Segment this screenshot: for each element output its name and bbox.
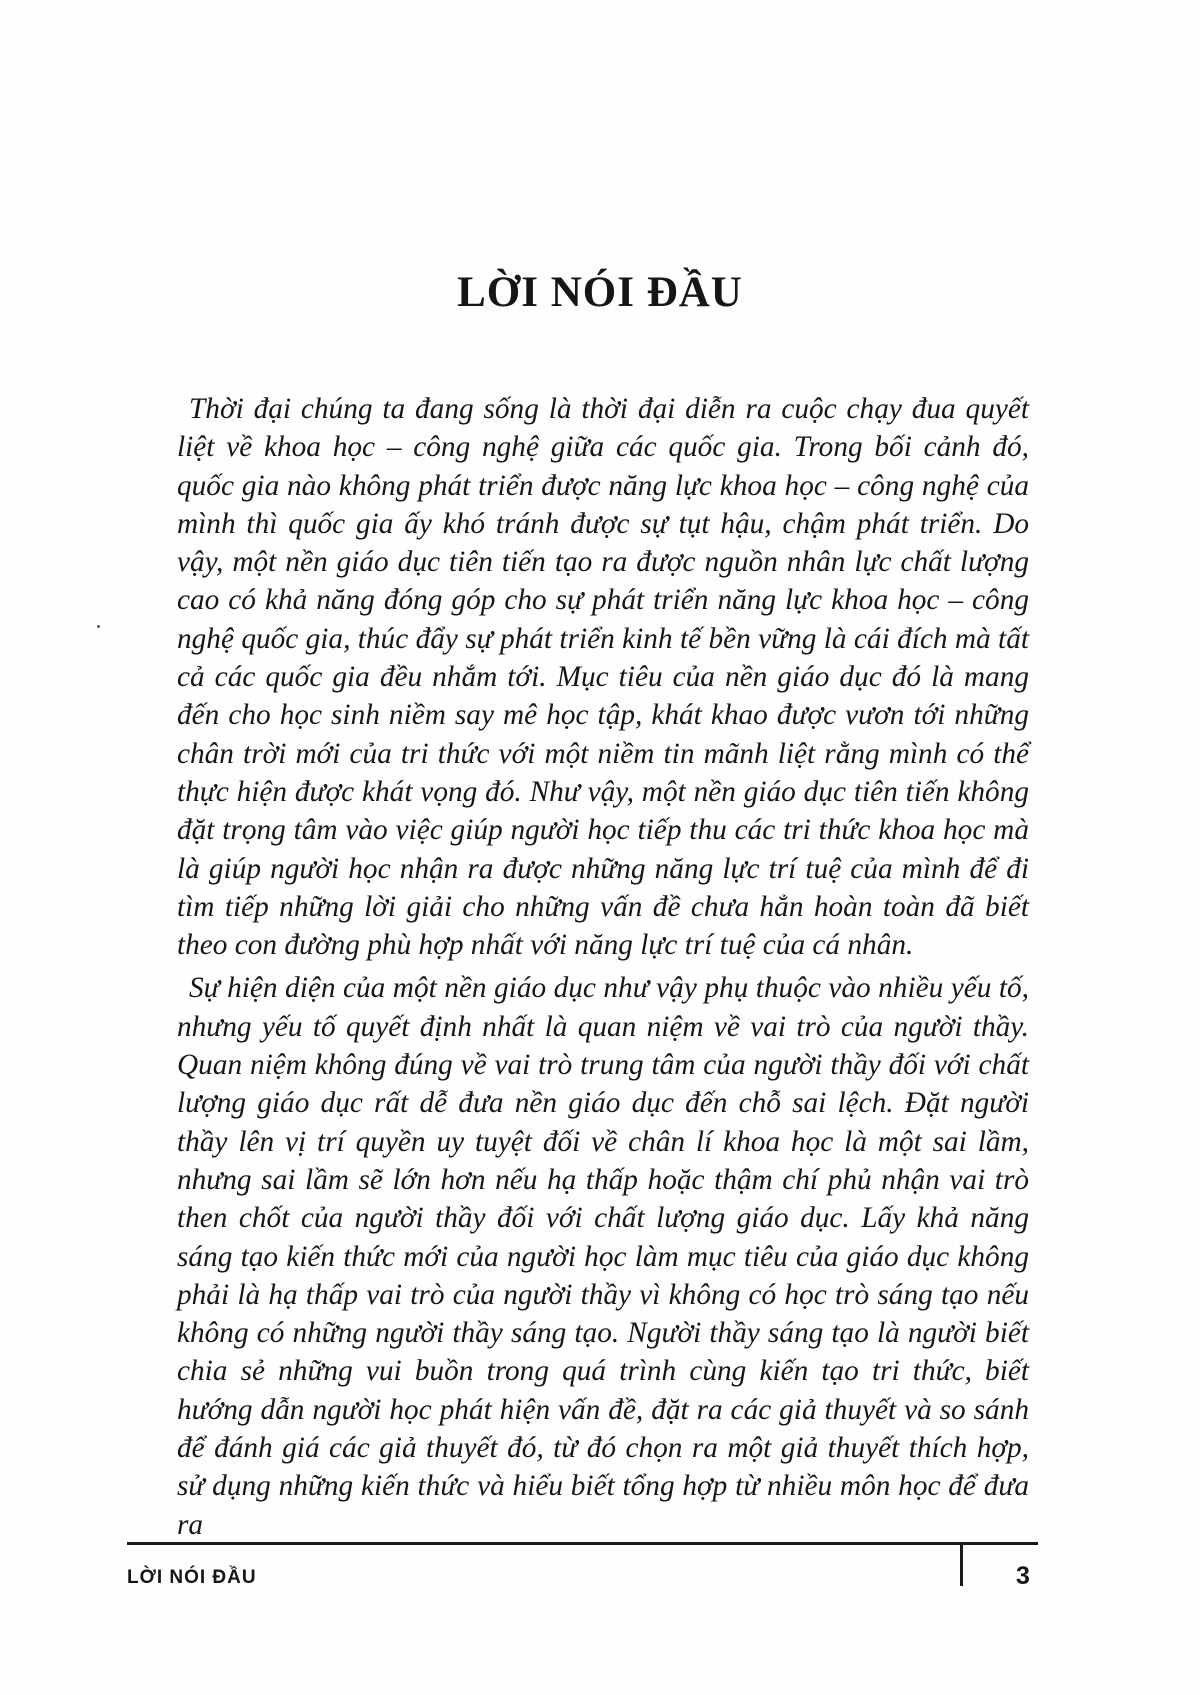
scan-speck — [97, 625, 100, 628]
paragraph-2: Sự hiện diện của một nền giáo dục như vậy phụ thuộc vào nhiều yếu tố, nhưng yếu tố quyết định nhất là quan niệm về vai trò của người thầy. Quan niệm không đúng về vai trò trung tâm của người thầy đối với chất lượng giáo dục rất dễ đưa nền giáo dục đến chỗ sai lệch. Đặt người thầy lên vị trí quyền uy tuyệt đối về chân lí khoa học là một sai lầm, nhưng sai lầm sẽ lớn hơn nếu hạ thấp hoặc thậm chí phủ nhận vai trò then chốt của người thầy đối với chất lượng giáo dục. Lấy khả năng sáng tạo kiến thức mới của người học làm mục tiêu của giáo dục không phải là hạ thấp vai trò của người thầy vì không có học trò sáng tạo nếu không có những người thầy sáng tạo. Người thầy sáng tạo là người biết chia sẻ những vui buồn trong quá trình cùng kiến tạo tri thức, biết hướng dẫn người học phát hiện vấn đề, đặt ra các giả thuyết và so sánh để đánh giá các giả thuyết đó, từ đó chọn ra một giả thuyết thích hợp, sử dụng những kiến thức và hiểu biết tổng hợp từ nhiều môn học để đưa ra — [177, 972, 1029, 1541]
paragraph-1: Thời đại chúng ta đang sống là thời đại diễn ra cuộc chạy đua quyết liệt về khoa học – công nghệ giữa các quốc gia. Trong bối cảnh đó, quốc gia nào không phát triển được năng lực khoa học – công nghệ của mình thì quốc gia ấy khó tránh được sự tụt hậu, chậm phát triển. Do vậy, một nền giáo dục tiên tiến tạo ra được nguồn nhân lực chất lượng cao có khả năng đóng góp cho sự phát triển năng lực khoa học – công nghệ quốc gia, thúc đẩy sự phát triển kinh tế bền vững là cái đích mà tất cả các quốc gia đều nhắm tới. Mục tiêu của nền giáo dục đó là mang đến cho học sinh niềm say mê học tập, khát khao được vươn tới những chân trời mới của tri thức với một niềm tin mãnh liệt rằng mình có thể thực hiện được khát vọng đó. Như vậy, một nền giáo dục tiên tiến không đặt trọng tâm vào việc giúp người học tiếp thu các tri thức khoa học mà là giúp người học nhận ra được những năng lực trí tuệ của mình để đi tìm tiếp những lời giải cho những vấn đề chưa hẳn hoàn toàn đã biết theo con đường phù hợp nhất với năng lực trí tuệ của cá nhân. — [177, 393, 1029, 962]
page-number: 3 — [1016, 1562, 1030, 1590]
footer-rule — [127, 1542, 1038, 1545]
body-text — [177, 390, 1029, 1549]
page-title: LỜI NÓI ĐẦU — [457, 269, 743, 316]
footer-section-label: LỜI NÓI ĐẦU — [127, 1567, 257, 1588]
footer-tick — [960, 1542, 963, 1586]
